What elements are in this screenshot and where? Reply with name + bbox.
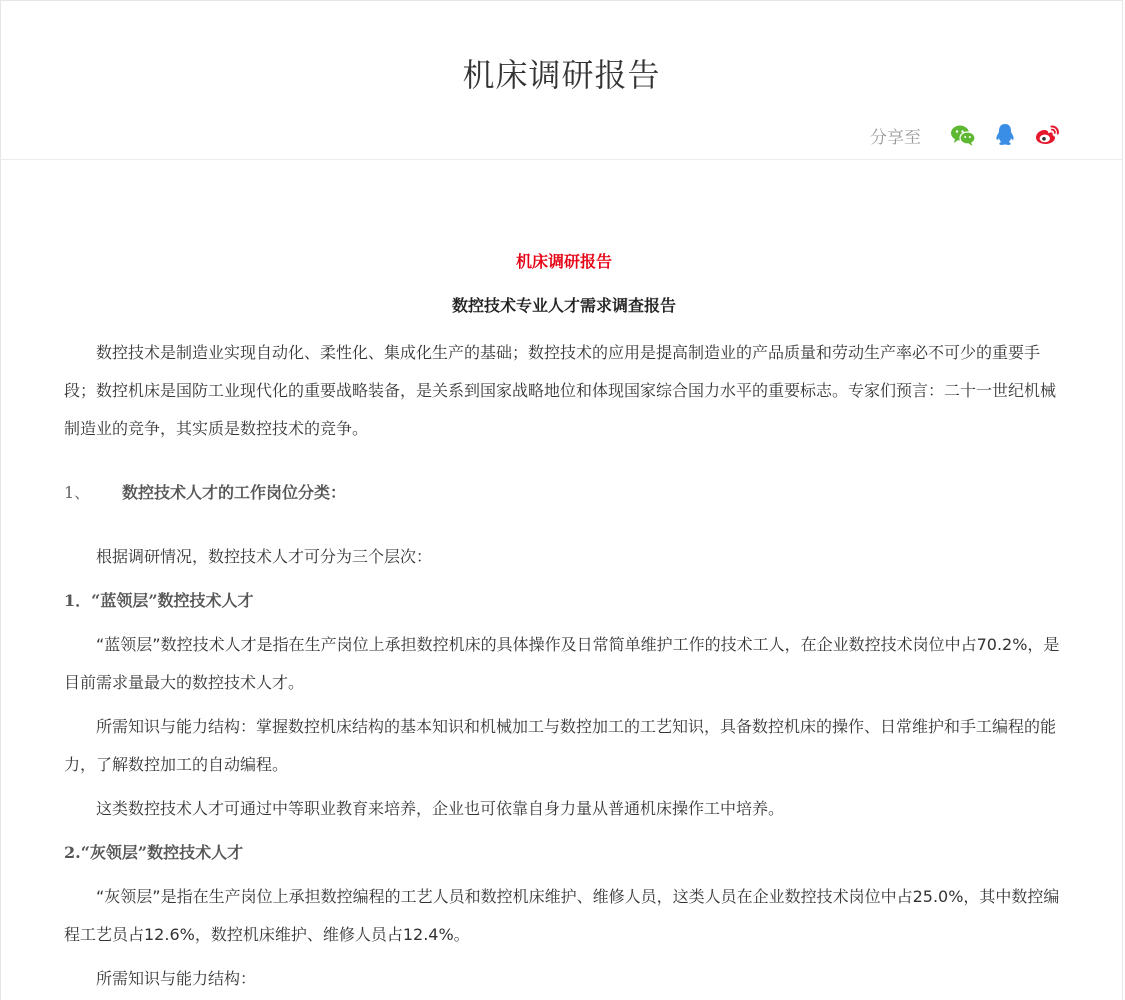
share-bar — [870, 120, 1061, 150]
wechat-icon[interactable] — [949, 121, 977, 149]
intro-paragraph: 数控技术是制造业实现自动化、柔性化、集成化生产的基础；数控技术的应用是提高制造业的产品质量和劳动生产率必不可少的重要手段；数控机床是国防工业现代化的重要战略装备，是关系到国家战略地位和体现国家综合国力水平的重要标志。专家们预言：二十一世纪机械制造业的竞争，其实质是数控技术的竞争。 — [64, 343, 1057, 438]
paragraph: 这类数控技术人才可通过中等职业教育来培养，企业也可依靠自身力量从普通机床操作工中培养。 — [96, 799, 785, 818]
article-subtitle: 数控技术专业人才需求调查报告 — [451, 296, 676, 315]
paragraph: “蓝领层”数控技术人才是指在生产岗位上承担数控机床的具体操作及日常简单维护工作的技术工人，在企业数控技术岗位中占70.2%，是目前需求量最大的数控技术人才。 — [64, 635, 1060, 692]
article-body — [64, 240, 1064, 998]
paragraph: “灰领层”是指在生产岗位上承担数控编程的工艺人员和数控机床维护、维修人员，这类人员在企业数控技术岗位中占25.0%，其中数控编程工艺员占12.6%，数控机床维护、维修人员占12.4%。 — [64, 887, 1060, 944]
subsection-heading: 2.“灰领层”数控技术人才 — [64, 843, 244, 862]
article-title: 机床调研报告 — [515, 252, 612, 271]
page-header — [0, 0, 1123, 160]
paragraph: 所需知识与能力结构： — [96, 969, 257, 988]
paragraph: 根据调研情况，数控技术人才可分为三个层次： — [96, 547, 433, 566]
section-number: 1、 — [64, 483, 91, 502]
weibo-icon[interactable] — [1033, 121, 1061, 149]
section-heading — [64, 474, 1064, 512]
subsection-heading: 1．“蓝领层”数控技术人才 — [64, 591, 254, 610]
share-label: 分享至 — [870, 127, 921, 148]
paragraph: 所需知识与能力结构：掌握数控机床结构的基本知识和机械加工与数控加工的工艺知识，具备数控机床的操作、日常维护和手工编程的能力，了解数控加工的自动编程。 — [64, 717, 1057, 774]
page-title: 机床调研报告 — [462, 56, 661, 94]
section-title: 数控技术人才的工作岗位分类： — [122, 483, 347, 502]
qq-icon[interactable] — [991, 121, 1019, 149]
